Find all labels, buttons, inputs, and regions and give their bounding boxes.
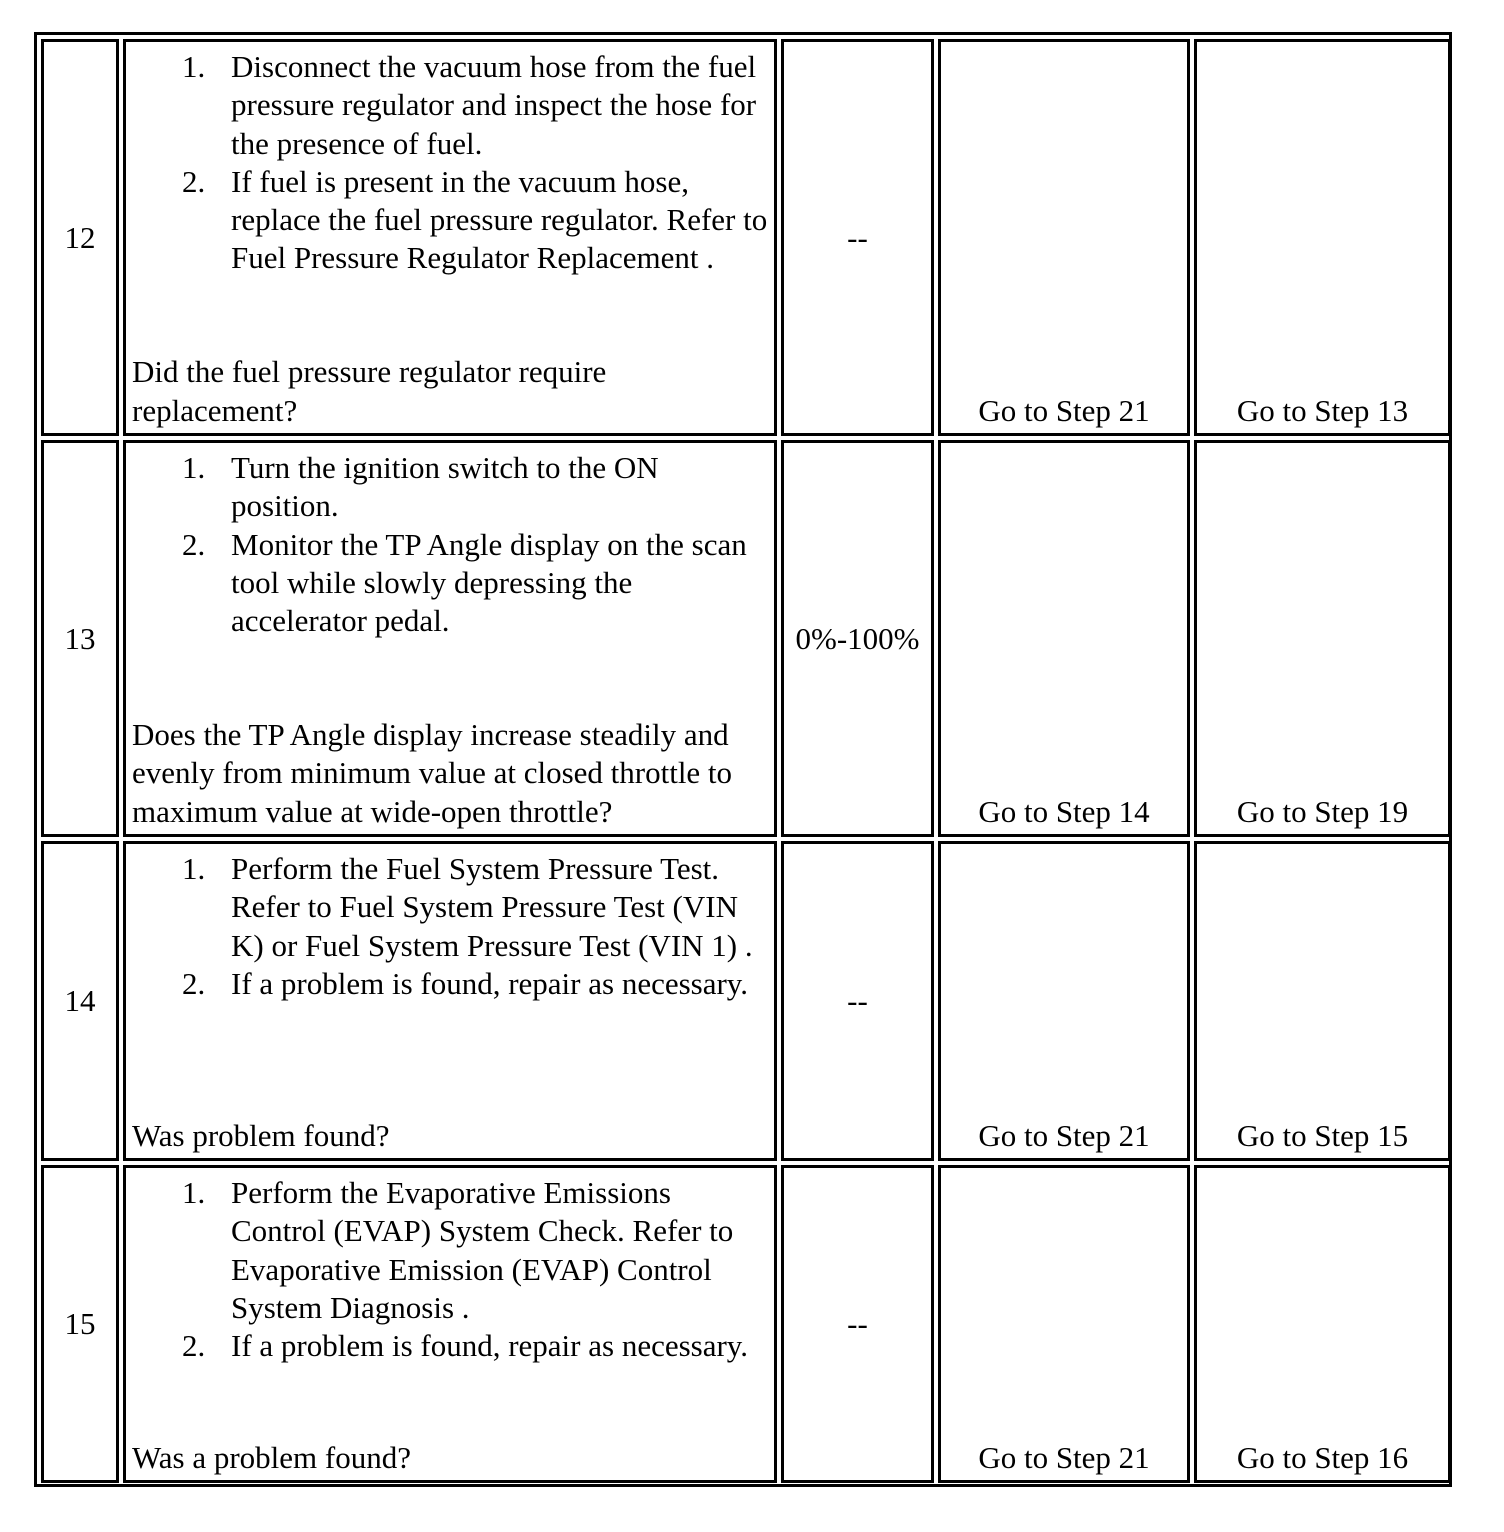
value-text: --	[847, 1306, 868, 1341]
value-cell	[781, 440, 934, 837]
yes-goto-link[interactable]: Go to Step 14	[978, 794, 1150, 829]
list-item: 1. Perform the Fuel System Pressure Test. Refer to Fuel System Pressure Test (VIN K) or Fuel System Pressure Test (VIN 1) .	[182, 851, 753, 963]
list-item: 1. Disconnect the vacuum hose from the fuel pressure regulator and inspect the hose for the presence of fuel.	[182, 49, 757, 161]
action-cell	[123, 440, 777, 837]
no-cell	[1194, 1165, 1451, 1483]
yes-goto-link[interactable]: Go to Step 21	[978, 1118, 1150, 1153]
no-goto-link[interactable]: Go to Step 19	[1236, 794, 1409, 829]
step-cell	[41, 440, 119, 837]
value-cell	[781, 1165, 934, 1483]
value-cell	[781, 841, 934, 1161]
action-cell	[123, 39, 777, 436]
action-cell	[123, 841, 777, 1161]
list-item: 1. Turn the ignition switch to the ON position.	[182, 450, 659, 524]
yes-goto-link[interactable]: Go to Step 21	[978, 393, 1150, 428]
question-text: Does the TP Angle display increase steadily and evenly from minimum value at closed throttle to maximum value at wide-open throttle?	[132, 717, 733, 829]
no-goto-link[interactable]: Go to Step 16	[1236, 1440, 1409, 1475]
value-text: 0%-100%	[795, 620, 920, 656]
question-text: Was a problem found?	[132, 1439, 411, 1475]
table-row	[41, 1165, 1445, 1483]
yes-cell	[938, 841, 1190, 1161]
yes-cell	[938, 440, 1190, 837]
list-item: 1. Perform the Evaporative Emissions Control (EVAP) System Check. Refer to Evaporative Emission (EVAP) Control System Diagnosis .	[182, 1175, 734, 1325]
no-cell	[1194, 39, 1451, 436]
list-item: 2. If fuel is present in the vacuum hose, replace the fuel pressure regulator. Refer to Fuel Pressure Regulator Replacement .	[182, 163, 768, 276]
yes-goto-link[interactable]: Go to Step 21	[978, 1440, 1150, 1475]
step-number: 13	[64, 620, 96, 656]
action-list	[132, 850, 768, 1003]
step-number: 14	[64, 983, 96, 1018]
value-text: --	[847, 983, 868, 1018]
question-text: Did the fuel pressure regulator require replacement?	[132, 354, 607, 428]
table-row	[41, 440, 1445, 837]
list-item: 2. If a problem is found, repair as necessary.	[182, 1328, 749, 1364]
no-goto-link[interactable]: Go to Step 13	[1236, 393, 1409, 428]
no-cell	[1194, 841, 1451, 1161]
no-cell	[1194, 440, 1451, 837]
value-cell	[781, 39, 934, 436]
table-row	[41, 841, 1445, 1161]
step-cell	[41, 1165, 119, 1483]
action-list	[132, 48, 768, 278]
action-cell	[123, 1165, 777, 1483]
table-row	[41, 39, 1445, 436]
yes-cell	[938, 1165, 1190, 1483]
list-item: 2. If a problem is found, repair as necessary.	[182, 965, 749, 1001]
step-cell	[41, 39, 119, 436]
diagnostic-table	[34, 32, 1452, 1487]
action-list	[132, 449, 768, 640]
yes-cell	[938, 39, 1190, 436]
question-text: Was problem found?	[132, 1117, 390, 1153]
value-text: --	[847, 219, 868, 255]
step-cell	[41, 841, 119, 1161]
no-goto-link[interactable]: Go to Step 15	[1236, 1118, 1409, 1153]
action-list	[132, 1174, 768, 1365]
list-item: 2. Monitor the TP Angle display on the scan tool while slowly depressing the accelerator pedal.	[182, 526, 747, 639]
step-number: 15	[64, 1306, 96, 1341]
step-number: 12	[64, 219, 96, 255]
